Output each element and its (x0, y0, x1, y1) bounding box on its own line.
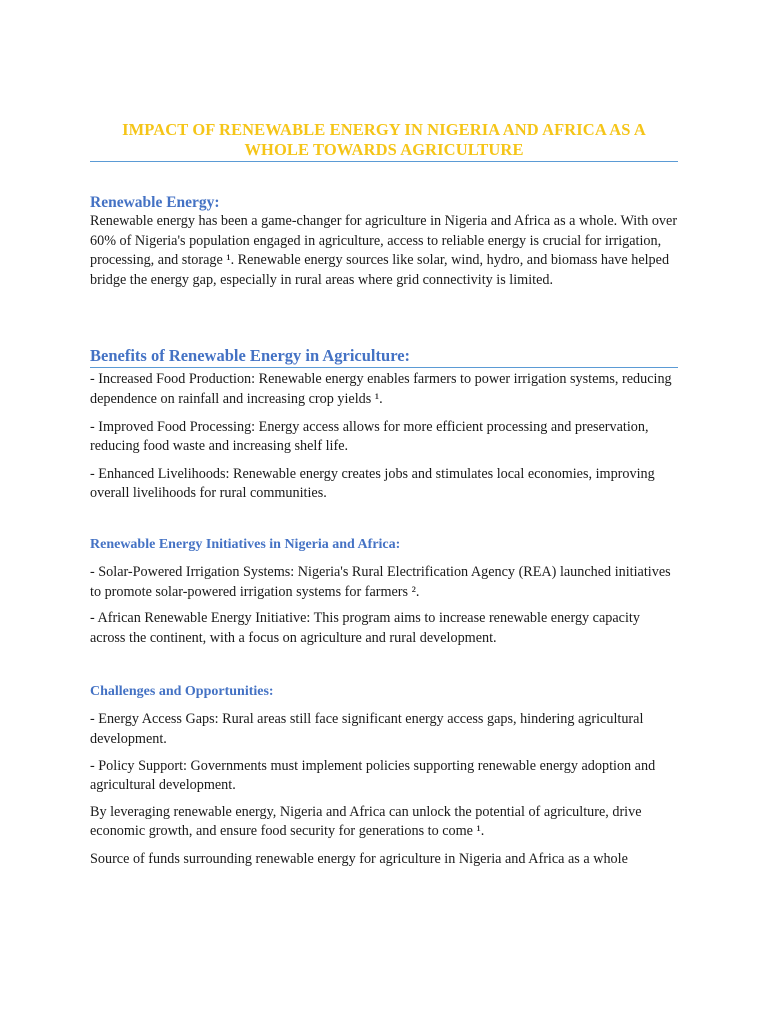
section-heading-renewable-energy: Renewable Energy: (90, 194, 220, 211)
list-item-improved-food-processing: - Improved Food Processing: Energy access allows for more efficient processing and preservation, reducing food waste and increasing shelf life. (90, 418, 649, 455)
section-heading-challenges: Challenges and Opportunities: (90, 684, 274, 700)
list-item-increased-food-production: - Increased Food Production: Renewable energy enables farmers to power irrigation systems, reducing dependence on rainfall and increasing crop yields ¹. (90, 371, 672, 407)
list-item-energy-access-gaps: - Energy Access Gaps: Rural areas still face significant energy access gaps, hindering agricultural development. (90, 711, 644, 747)
list-item-solar-irrigation: - Solar-Powered Irrigation Systems: Nigeria's Rural Electrification Agency (REA) launched initiatives to promote solar-powered irrigation systems for farmers ². (90, 563, 671, 600)
paragraph-renewable-energy: Renewable energy has been a game-changer for agriculture in Nigeria and Africa as a whole. With over 60% of Nigeria's population engaged in agriculture, access to reliable energy is crucial for irrigation, processing, and storage ¹. Renewable energy sources like solar, wind, hydro, and biomass have helped bridge the energy gap, especially in rural areas where grid connectivity is limited. (90, 213, 678, 288)
paragraph-conclusion: By leveraging renewable energy, Nigeria and Africa can unlock the potential of agriculture, drive economic growth, and ensure food security for generations to come ¹. (90, 803, 642, 840)
list-item-enhanced-livelihoods: - Enhanced Livelihoods: Renewable energy creates jobs and stimulates local economies, improving overall livelihoods for rural communities. (90, 465, 655, 502)
section-heading-benefits: Benefits of Renewable Energy in Agriculture: (90, 346, 678, 368)
document-title: IMPACT OF RENEWABLE ENERGY IN NIGERIA AND AFRICA AS A WHOLE TOWARDS AGRICULTURE (90, 120, 678, 162)
paragraph-source-of-funds: Source of funds surrounding renewable energy for agriculture in Nigeria and Africa as a whole (90, 850, 628, 867)
list-item-policy-support: - Policy Support: Governments must implement policies supporting renewable energy adoption and agricultural development. (90, 757, 656, 794)
section-heading-initiatives: Renewable Energy Initiatives in Nigeria and Africa: (90, 536, 401, 552)
document-content (90, 120, 678, 869)
list-item-african-initiative: - African Renewable Energy Initiative: This program aims to increase renewable energy capacity across the continent, with a focus on agriculture and rural development. (90, 610, 640, 646)
